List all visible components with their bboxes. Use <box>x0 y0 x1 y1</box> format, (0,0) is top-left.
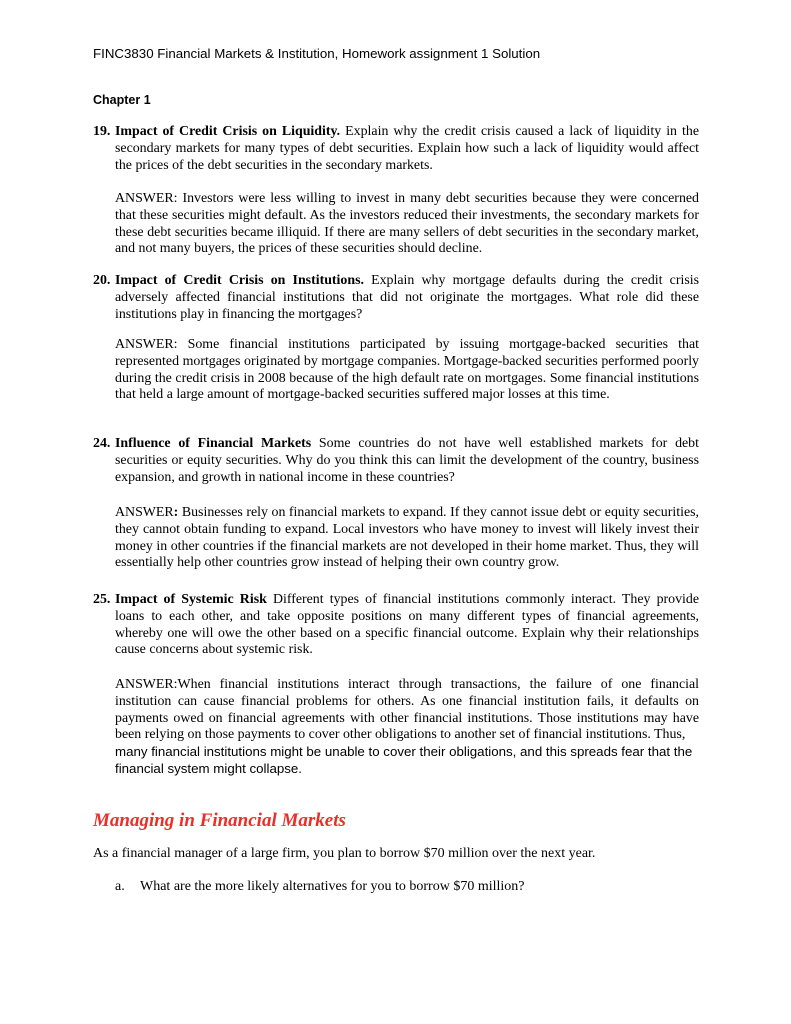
question-number: 24. <box>93 436 111 451</box>
answer-tail: many financial institutions might be unable to cover their obligations, and this spreads fear that the financial system might collapse. <box>115 744 693 776</box>
question-text: Explain why mortgage defaults during the credit crisis adversely affected financial institutions that did not originate the mortgages. What role did these institutions play in financing the mortgages? <box>115 273 699 322</box>
question-19 <box>93 124 699 174</box>
question-number: 20. <box>93 273 111 288</box>
question-number: 25. <box>93 592 111 607</box>
answer-24 <box>115 505 699 572</box>
list-item-label: a. <box>115 879 125 894</box>
page-header: FINC3830 Financial Markets & Institution, Homework assignment 1 Solution <box>93 46 541 61</box>
question-24 <box>93 436 699 486</box>
answer-label: ANSWER <box>115 505 174 520</box>
question-20 <box>93 273 699 323</box>
chapter-heading: Chapter 1 <box>93 93 151 107</box>
answer-25 <box>115 677 699 778</box>
list-item-text: What are the more likely alternatives for you to borrow $70 million? <box>140 879 525 894</box>
question-number: 19. <box>93 124 111 139</box>
question-title: Influence of Financial Markets <box>115 436 312 451</box>
question-title: Impact of Systemic Risk <box>115 592 267 607</box>
question-text: Different types of financial institutions commonly interact. They provide loans to each other, and take opposite positions on many different types of financial agreements, whereby one will owe the other based on a specific financial outcome. Explain why their relationships cause concerns about systemic risk. <box>115 592 699 658</box>
answer-text: Businesses rely on financial markets to expand. If they cannot issue debt or equity securities, they cannot obtain funding to expand. Local investors who have money to invest will likely invest their money in other countries if the financial markets are not developed in their home market. Thus, they will essentially help other countries grow instead of helping their own country grow. <box>115 505 699 571</box>
list-item <box>115 879 525 895</box>
answer-colon: : <box>173 505 179 520</box>
question-text: Explain why the credit crisis caused a lack of liquidity in the secondary markets for many types of debt securities. Explain how such a lack of liquidity would affect the prices of the debt securities in the secondary markets. <box>115 124 699 173</box>
question-25 <box>93 592 699 659</box>
question-title: Impact of Credit Crisis on Liquidity. <box>115 124 341 139</box>
answer-text: ANSWER:When financial institutions interact through transactions, the failure of one financial institution can cause financial problems for others. As one financial institution fails, it defaults on payments owed on financial agreements with other financial institutions. Those institutions may have been relying on those payments to cover other obligations to another set of financial institutions. Thus, <box>115 677 699 743</box>
question-title: Impact of Credit Crisis on Institutions. <box>115 273 364 288</box>
section-intro: As a financial manager of a large firm, you plan to borrow $70 million over the next year. <box>93 846 596 861</box>
answer-19: ANSWER: Investors were less willing to invest in many debt securities because they were concerned that these securities might default. As the investors reduced their investments, the secondary markets for these debt securities became illiquid. If there are many sellers of debt securities in the secondary market, and not many buyers, the prices of these securities should decline. <box>115 191 699 257</box>
answer-20: ANSWER: Some financial institutions participated by issuing mortgage-backed securities that represented mortgages originated by mortgage companies. Mortgage-backed securities performed poorly during the credit crisis in 2008 because of the high default rate on mortgages. Some financial institutions that held a large amount of mortgage-backed securities suffered major losses at this time. <box>115 337 699 403</box>
section-title: Managing in Financial Markets <box>93 810 346 831</box>
question-text: Some countries do not have well established markets for debt securities or equity securities. Why do you think this can limit the development of the country, business expansion, and growth in national income in these countries? <box>115 436 699 485</box>
